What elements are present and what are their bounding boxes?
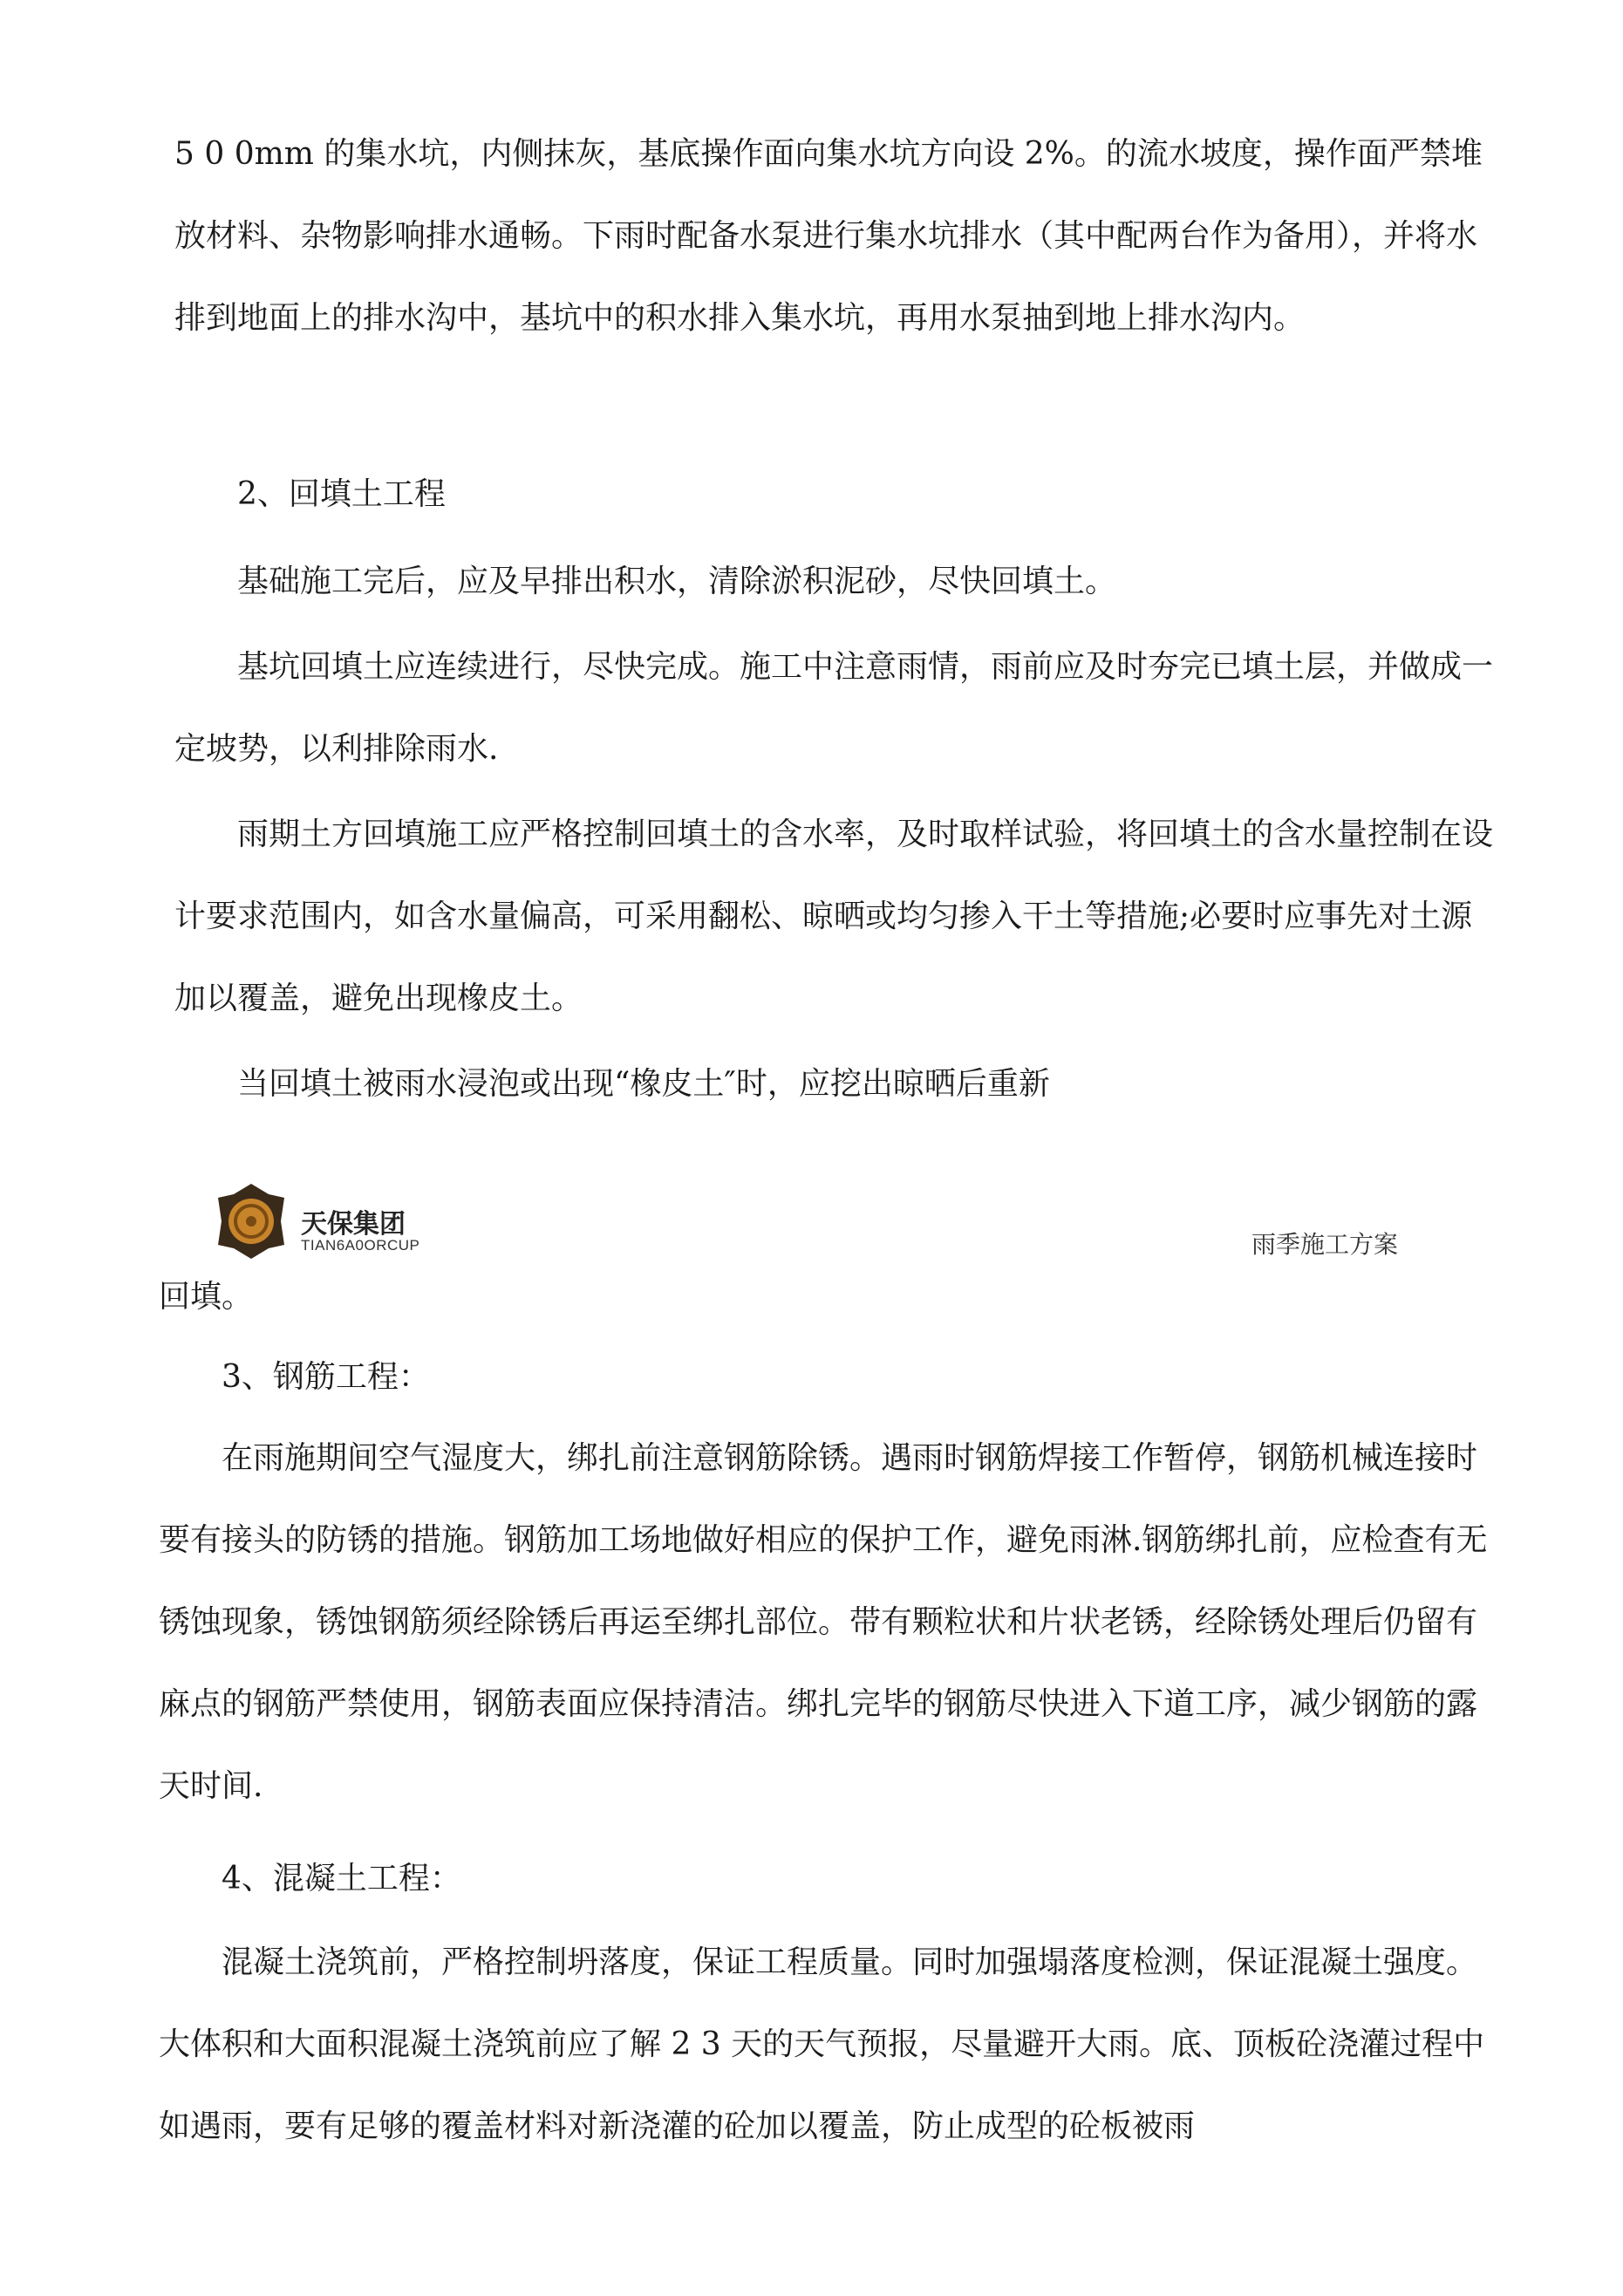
paragraph-backfill-1: 基础施工完后，应及早排出积水，清除淤积泥砂，尽快回填土。 <box>237 564 1117 599</box>
heading-backfill: 2、回填土工程 <box>237 476 446 512</box>
company-name-english: TIAN6A0ORCUP <box>301 1237 420 1254</box>
document-title: 雨季施工方案 <box>1251 1230 1399 1259</box>
heading-rebar: 3、钢筋工程： <box>222 1359 430 1395</box>
paragraph-rebar: 在雨施期间空气湿度大，绑扎前注意钢筋除锈。遇雨时钢筋焊接工作暂停，钢筋机械连接时要有接头的防锈的措施。钢筋加工场地做好相应的保护工作，避免雨淋.钢筋绑扎前，应检查有无锈蚀现象，锈蚀钢筋须经除锈后再运至绑扎部位。带有颗粒状和片状老锈，经除锈处理后仍留有麻点的钢筋严禁使用，钢筋表面应保持清洁。绑扎完毕的钢筋尽快进入下道工序，减少钢筋的露天时间. <box>159 1440 1488 1804</box>
company-logo-icon <box>216 1182 286 1261</box>
paragraph-sump: 5 0 0mm 的集水坑，内侧抹灰，基底操作面向集水坑方向设 2%。的流水坡度，操作面严禁堆放材料、杂物影响排水通畅。下雨时配备水泵进行集水坑排水（其中配两台作为备用），并将水排到地面上的排水沟中，基坑中的积水排入集水坑，再用水泵抽到地上排水沟内。 <box>174 136 1483 336</box>
paragraph-backfill-3: 雨期土方回填施工应严格控制回填土的含水率，及时取样试验，将回填土的含水量控制在设计要求范围内，如含水量偏高，可采用翻松、晾晒或均匀掺入干土等措施;必要时应事先对土源加以覆盖，避免出现橡皮土。 <box>174 817 1494 1016</box>
company-name: 天保集团 <box>301 1209 406 1240</box>
paragraph-backfill-2: 基坑回填土应连续进行，尽快完成。施工中注意雨情，雨前应及时夯完已填土层，并做成一定坡势，以利排除雨水. <box>174 649 1494 767</box>
paragraph-backfill-cont: 回填。 <box>159 1279 254 1315</box>
paragraph-concrete: 混凝土浇筑前，严格控制坍落度，保证工程质量。同时加强塌落度检测，保证混凝土强度。大体积和大面积混凝土浇筑前应了解 2 3 天的天气预报，尽量避开大雨。底、顶板砼浇灌过程中如遇雨，要有足够的覆盖材料对新浇灌的砼加以覆盖，防止成型的砼板被雨 <box>159 1944 1485 2144</box>
paragraph-backfill-4: 当回填土被雨水浸泡或出现“橡皮土″时，应挖出晾晒后重新 <box>237 1066 1050 1102</box>
heading-concrete: 4、混凝土工程： <box>222 1861 461 1896</box>
